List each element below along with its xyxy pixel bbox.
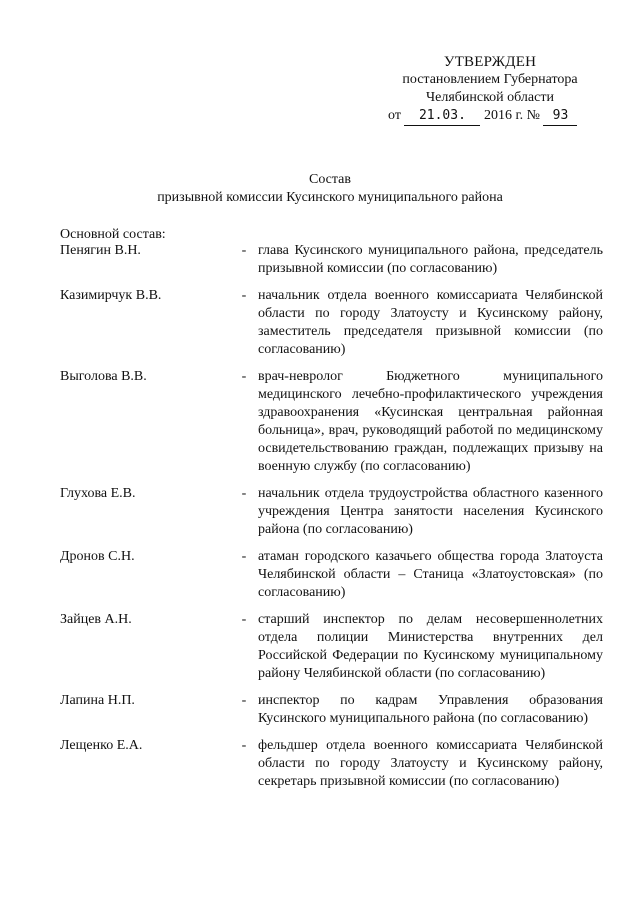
member-row [60, 692, 605, 728]
member-role: глава Кусинского муниципального района, председатель призывной комиссии (по согласованию) [258, 243, 603, 276]
section-label: Основной состав: [60, 227, 166, 242]
approval-stamp [385, 53, 595, 126]
member-role: атаман городского казачьего общества города Златоуста Челябинской области – Станица «Златоустовская» (по согласованию) [258, 549, 603, 600]
title-line-2: призывной комиссии Кусинского муниципального района [157, 190, 503, 205]
approval-line-2: Челябинской области [426, 90, 554, 105]
date-value: 21.03. [404, 107, 480, 126]
member-role: фельдшер отдела военного комиссариата Челябинской области по городу Златоусту и Кусинскому району, секретарь призывной комиссии (по согласованию) [258, 738, 603, 789]
member-name: Глухова Е.В. [60, 486, 136, 501]
member-row [60, 611, 605, 683]
member-row [60, 368, 605, 476]
number-value: 93 [543, 107, 577, 126]
member-row [60, 485, 605, 539]
member-dash: - [241, 738, 247, 753]
member-name: Пенягин В.Н. [60, 243, 141, 258]
member-dash: - [241, 243, 247, 258]
member-dash: - [241, 693, 247, 708]
member-role: инспектор по кадрам Управления образования Кусинского муниципального района (по согласованию) [258, 693, 603, 726]
members-list [60, 242, 605, 791]
date-prefix: от [388, 108, 401, 123]
member-dash: - [241, 612, 247, 627]
member-row [60, 548, 605, 602]
document-title [60, 171, 600, 207]
member-name: Дронов С.Н. [60, 549, 135, 564]
approved-heading: УТВЕРЖДЕН [443, 54, 537, 70]
member-dash: - [241, 288, 247, 303]
member-dash: - [241, 369, 247, 384]
member-role: врач-невролог Бюджетного муниципального медицинского лечебно-профилактического учреждения здравоохранения «Кусинская центральная районная больница», врач, руководящий работой по медицинскому освидетельствованию граждан, подлежащих призыву на военную службу (по согласованию) [258, 369, 603, 474]
member-name: Зайцев А.Н. [60, 612, 132, 627]
member-row [60, 287, 605, 359]
member-name: Казимирчук В.В. [60, 288, 162, 303]
member-row [60, 242, 605, 278]
member-name: Лапина Н.П. [60, 693, 135, 708]
approval-date-line [385, 107, 595, 126]
member-name: Выголова В.В. [60, 369, 147, 384]
member-role: начальник отдела военного комиссариата Челябинской области по городу Златоусту и Кусинскому району, заместитель председателя призывной комиссии (по согласованию) [258, 288, 603, 357]
year-text: 2016 г. № [483, 108, 540, 123]
member-dash: - [241, 549, 247, 564]
title-line-1: Состав [308, 172, 351, 187]
member-role: начальник отдела трудоустройства областного казенного учреждения Центра занятости населения Кусинского района (по согласованию) [258, 486, 603, 537]
member-dash: - [241, 486, 247, 501]
member-role: старший инспектор по делам несовершеннолетних отдела полиции Министерства внутренних дел Российской Федерации по Кусинскому муниципальному району Челябинской области (по согласованию) [258, 612, 603, 681]
member-row [60, 737, 605, 791]
member-name: Лещенко Е.А. [60, 738, 143, 753]
approval-line-1: постановлением Губернатора [402, 72, 578, 87]
